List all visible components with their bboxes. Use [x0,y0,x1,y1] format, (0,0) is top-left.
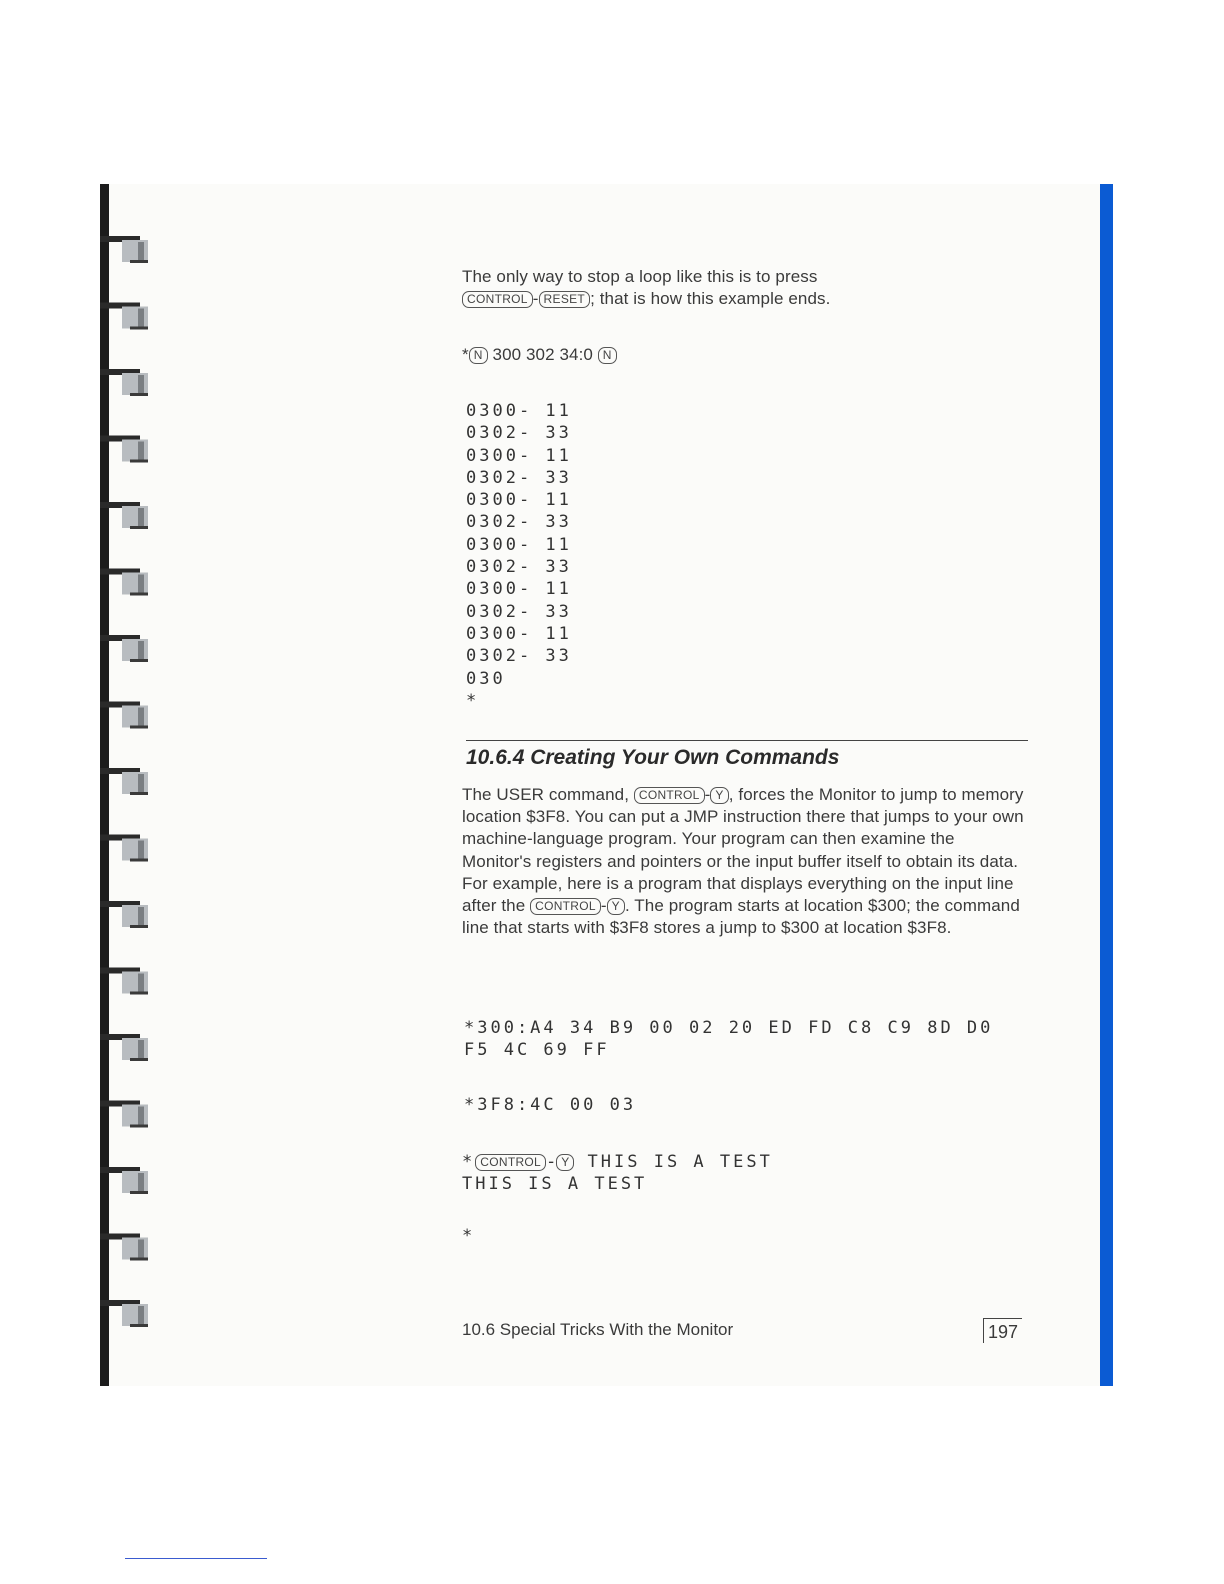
section-divider [466,740,1028,741]
command-line [462,344,1032,366]
binding-ring [100,1101,148,1128]
binding-ring [100,1300,148,1327]
binding-ring [100,635,148,662]
page-edge-tab [1100,184,1113,1386]
bottom-line [125,1558,267,1559]
listing-line: 0300- 11 [466,534,572,555]
binding-ring [100,1167,148,1194]
n-key-2: N [598,347,617,364]
command-text: 300 302 34:0 [487,345,598,364]
binding-ring [100,236,148,263]
para-part-b: , forces the Monitor to jump to memory location $3F8. You can put a JMP instruction there that jumps to your own machine-language program. Your program can then examine the Monitor's registers and pointers or the input buffer itself to obtain its data. For example, here is a program that displays everything on the input line after the [462,785,1024,916]
listing-line: 0302- 33 [466,512,572,533]
binding-ring [100,436,148,463]
y-key: Y [607,898,625,915]
code-line: F5 4C 69 FF [464,1040,610,1060]
footer-section-title: 10.6 Special Tricks With the Monitor [462,1320,734,1339]
control-key: CONTROL [475,1154,546,1171]
listing-line: 0300- 11 [466,401,572,421]
page-number: 197 [983,1318,1022,1343]
listing-line: 0300- 11 [466,579,572,600]
prompt-char: * [462,345,469,364]
binding-ring [100,968,148,995]
y-key: Y [710,787,728,804]
listing-line: 0302- 33 [466,646,572,667]
code-block-test [462,1151,773,1195]
para-part-c: . The program starts at location $300; the command line that starts with $3F8 stores a jump to $300 at location $3F8. [462,896,1020,938]
listing-line: 0302- 33 [466,467,572,488]
y-key: Y [556,1154,574,1171]
reset-key: RESET [539,291,591,308]
test-command-text: THIS IS A TEST [574,1152,773,1172]
test-command-line: * CONTROL - Y THIS IS A TEST [462,1152,773,1172]
listing-line: 0302- 33 [466,557,572,578]
binding-ring [100,369,148,396]
intro-paragraph: The only way to stop a loop like this is to press CONTROL - RESET ; that is how this example ends. [462,267,831,309]
n-key: N [469,347,488,364]
listing-line: 0300- 11 [466,623,572,644]
code-line-jump: *3F8:4C 00 03 [464,1095,637,1115]
code-line: *300:A4 34 B9 00 02 20 ED FD C8 C9 8D D0 [464,1018,994,1038]
spiral-binding [100,184,160,1386]
binding-ring [100,303,148,330]
test-output-line: THIS IS A TEST [462,1174,648,1194]
control-key: CONTROL [462,291,533,308]
memory-listing [466,400,572,712]
binding-ring [100,502,148,529]
binding-ring [100,901,148,928]
listing-line: 030 [466,668,506,689]
binding-ring [100,835,148,862]
binding-ring [100,569,148,596]
binding-ring [100,1234,148,1261]
section-heading: 10.6.4 Creating Your Own Commands [466,746,840,769]
listing-line: * [466,690,480,711]
code-block-program [464,1017,993,1061]
prompt-char: * [462,1152,476,1172]
intro-line-1: The only way to stop a loop like this is to press [462,267,818,286]
para-part-a: The USER command, [462,785,634,804]
listing-line: 0300- 11 [466,490,572,511]
section-paragraph: The USER command, CONTROL - Y , forces the Monitor to jump to memory location $3F8. You can put a JMP instruction there that jumps to your own machine-language program. Your program can then examine the Monitor's registers and pointers or the input buffer itself to obtain its data. For example, here is a program that displays everything on the input line after the CONTROL - Y . The program starts at location $300; the command line that starts with $3F8 stores a jump to $300 at location $3F8. [462,785,1024,938]
control-key: CONTROL [530,898,601,915]
final-prompt: * [462,1226,476,1246]
listing-line: 0302- 33 [466,423,572,444]
binding-ring [100,768,148,795]
listing-line: 0300- 11 [466,445,572,466]
binding-ring [100,1034,148,1061]
control-key: CONTROL [634,787,705,804]
binding-ring [100,702,148,729]
listing-line: 0302- 33 [466,601,572,622]
intro-line-2: ; that is how this example ends. [590,289,831,309]
